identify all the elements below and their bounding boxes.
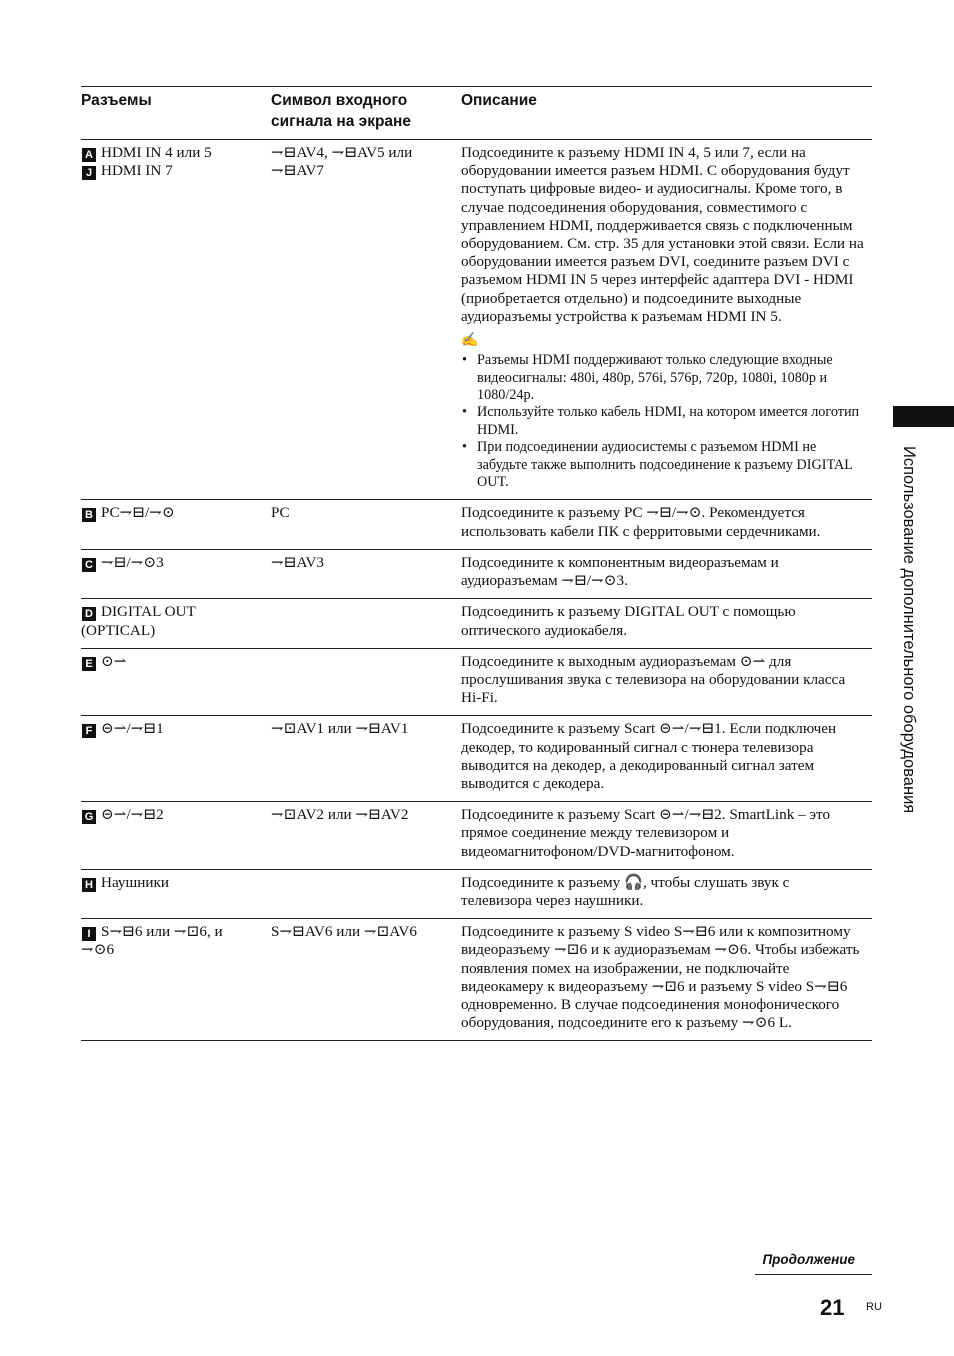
description-cell: Подсоедините к разъему Scart ⊝⇀/⇁⊟2. SmartLink – это прямое соединение между телевизором и видеомагнитофоном/DVD-магнитофоном. <box>461 806 831 860</box>
connector-label: HDMI IN 4 или 5 <box>101 144 212 161</box>
table-row <box>81 140 872 500</box>
connector-cell <box>81 554 271 590</box>
description-cell: Подсоедините к разъему Scart ⊝⇀/⇁⊟1. Если подключен декодер, то кодированный сигнал с тюнера телевизора выводится на декодер, а декодированный сигнал затем выводится с декодера. <box>461 720 837 792</box>
connector-label: Наушники <box>101 873 169 891</box>
connector-cell <box>81 874 271 910</box>
letter-badge: J <box>82 166 96 180</box>
table-header-row <box>81 87 872 140</box>
connector-label: ⇁⊟/⇁⊙3 <box>101 553 164 571</box>
table-row <box>81 500 872 549</box>
symbol-cell <box>271 653 461 708</box>
notes-list <box>461 352 864 491</box>
connector-cell <box>81 504 271 540</box>
connector-cell <box>81 603 271 639</box>
header-connectors: Разъемы <box>81 92 152 109</box>
header-description: Описание <box>461 92 537 109</box>
symbol-cell: ⇁⊟AV3 <box>271 553 325 571</box>
section-tab-marker <box>893 406 954 427</box>
connector-label: ⊝⇀/⇁⊟2 <box>101 806 164 824</box>
table-row <box>81 716 872 802</box>
description-cell: Подсоедините к компонентным видеоразъемам и аудиоразъемам ⇁⊟/⇁⊙3. <box>461 553 779 590</box>
description-text: Подсоедините к разъему HDMI IN 4, 5 или 7, если на оборудовании имеется разъем HDMI. С оборудования будут поступать цифровые видео- и аудиосигналы. Кроме того, в случае подсоединения оборудования, совместимого с управлением HDMI, поддерживается связь с подключенным оборудованием. См. стр. 35 для установки этой связи. Если на оборудовании имеется разъем DVI, соедините разъем DVI с разъемом HDMI IN 5 через интерфейс адаптера DVI - HDMI (приобретается отдельно) и подсоедините выходные аудиоразъемы устройства к разъемам HDMI IN 5. <box>461 144 864 325</box>
description-cell: Подсоедините к разъему PC ⇁⊟/⇁⊙. Рекомендуется использовать кабели ПК с ферритовыми сердечниками. <box>461 504 821 540</box>
symbol-cell: S⇁⊟AV6 или ⇁⊡AV6 <box>271 923 417 941</box>
connector-cell <box>81 144 271 491</box>
connector-cell <box>81 653 271 708</box>
letter-badge: H <box>82 878 96 892</box>
continued-divider <box>755 1274 872 1275</box>
connector-label: ⇁⊙6 <box>81 941 115 959</box>
description-cell: Подсоединить к разъему DIGITAL OUT с помощью оптического аудиокабеля. <box>461 603 796 639</box>
connections-table <box>81 86 872 1041</box>
connector-cell <box>81 923 271 1032</box>
symbol-cell: ⇁⊡AV1 или ⇁⊟AV1 <box>271 720 409 738</box>
connector-cell <box>81 720 271 793</box>
table-row <box>81 870 872 919</box>
page-language-code: RU <box>866 1301 882 1313</box>
table-row <box>81 550 872 599</box>
note-item: • Разъемы HDMI поддерживают только следующие входные видеосигналы: 480i, 480p, 576i, 576p, 720p, 1080i, 1080p и 1080/24p. <box>461 352 864 404</box>
symbol-cell: ⇁⊟AV4, ⇁⊟AV5 или ⇁⊟AV7 <box>271 144 413 180</box>
letter-badge: G <box>82 810 96 824</box>
connector-label: HDMI IN 7 <box>101 162 173 180</box>
symbol-cell <box>271 603 461 639</box>
continued-label: Продолжение <box>762 1252 855 1267</box>
description-cell: Подсоедините к выходным аудиоразъемам ⊙⇀ для прослушивания звука с телевизора на оборудовании класса Hi-Fi. <box>461 652 846 707</box>
table-row <box>81 599 872 648</box>
connector-label: DIGITAL OUT <box>101 603 196 621</box>
letter-badge: I <box>82 927 96 941</box>
note-item: • Используйте только кабель HDMI, на котором имеется логотип HDMI. <box>461 404 864 439</box>
letter-badge: F <box>82 724 96 738</box>
table-row <box>81 802 872 870</box>
letter-badge: B <box>82 508 96 522</box>
letter-badge: D <box>82 607 96 621</box>
description-cell: Подсоедините к разъему 🎧, чтобы слушать звук с телевизора через наушники. <box>461 873 790 909</box>
page-number: 21 <box>820 1295 845 1320</box>
connector-cell <box>81 806 271 861</box>
connector-label: S⇁⊟6 или ⇁⊡6, и <box>101 923 223 941</box>
symbol-cell: PC <box>271 504 290 522</box>
connector-label: (OPTICAL) <box>81 621 156 639</box>
letter-badge: E <box>82 657 96 671</box>
header-input-symbol: Символ входного сигнала на экране <box>271 92 412 130</box>
connector-label: ⊝⇀/⇁⊟1 <box>101 720 164 738</box>
section-side-label: Использование дополнительного оборудования <box>900 446 918 814</box>
letter-badge: A <box>82 148 96 162</box>
description-cell: Подсоедините к разъему S video S⇁⊟6 или к композитному видеоразъему ⇁⊡6 и к аудиоразъемам ⇁⊙6. Чтобы избежать появления помех на изображении, не подключайте видеокамеру к видеоразъему ⇁⊡6 и разъему S video S⇁⊟6 одновременно. В случае подсоединения монофонического оборудования, подсоедините его к разъему ⇁⊙6 L. <box>461 923 860 1032</box>
symbol-cell: ⇁⊡AV2 или ⇁⊟AV2 <box>271 806 409 824</box>
note-pencil-icon: ✍ <box>461 333 479 349</box>
connector-label: PC⇁⊟/⇁⊙ <box>101 504 175 522</box>
symbol-cell <box>271 874 461 910</box>
connector-label: ⊙⇀ <box>101 652 127 670</box>
letter-badge: C <box>82 558 96 572</box>
table-row <box>81 919 872 1041</box>
note-item: • При подсоединении аудиосистемы с разъемом HDMI не забудьте также выполнить подсоединение к разъему DIGITAL OUT. <box>461 439 864 491</box>
table-row <box>81 649 872 717</box>
description-cell <box>461 144 872 491</box>
